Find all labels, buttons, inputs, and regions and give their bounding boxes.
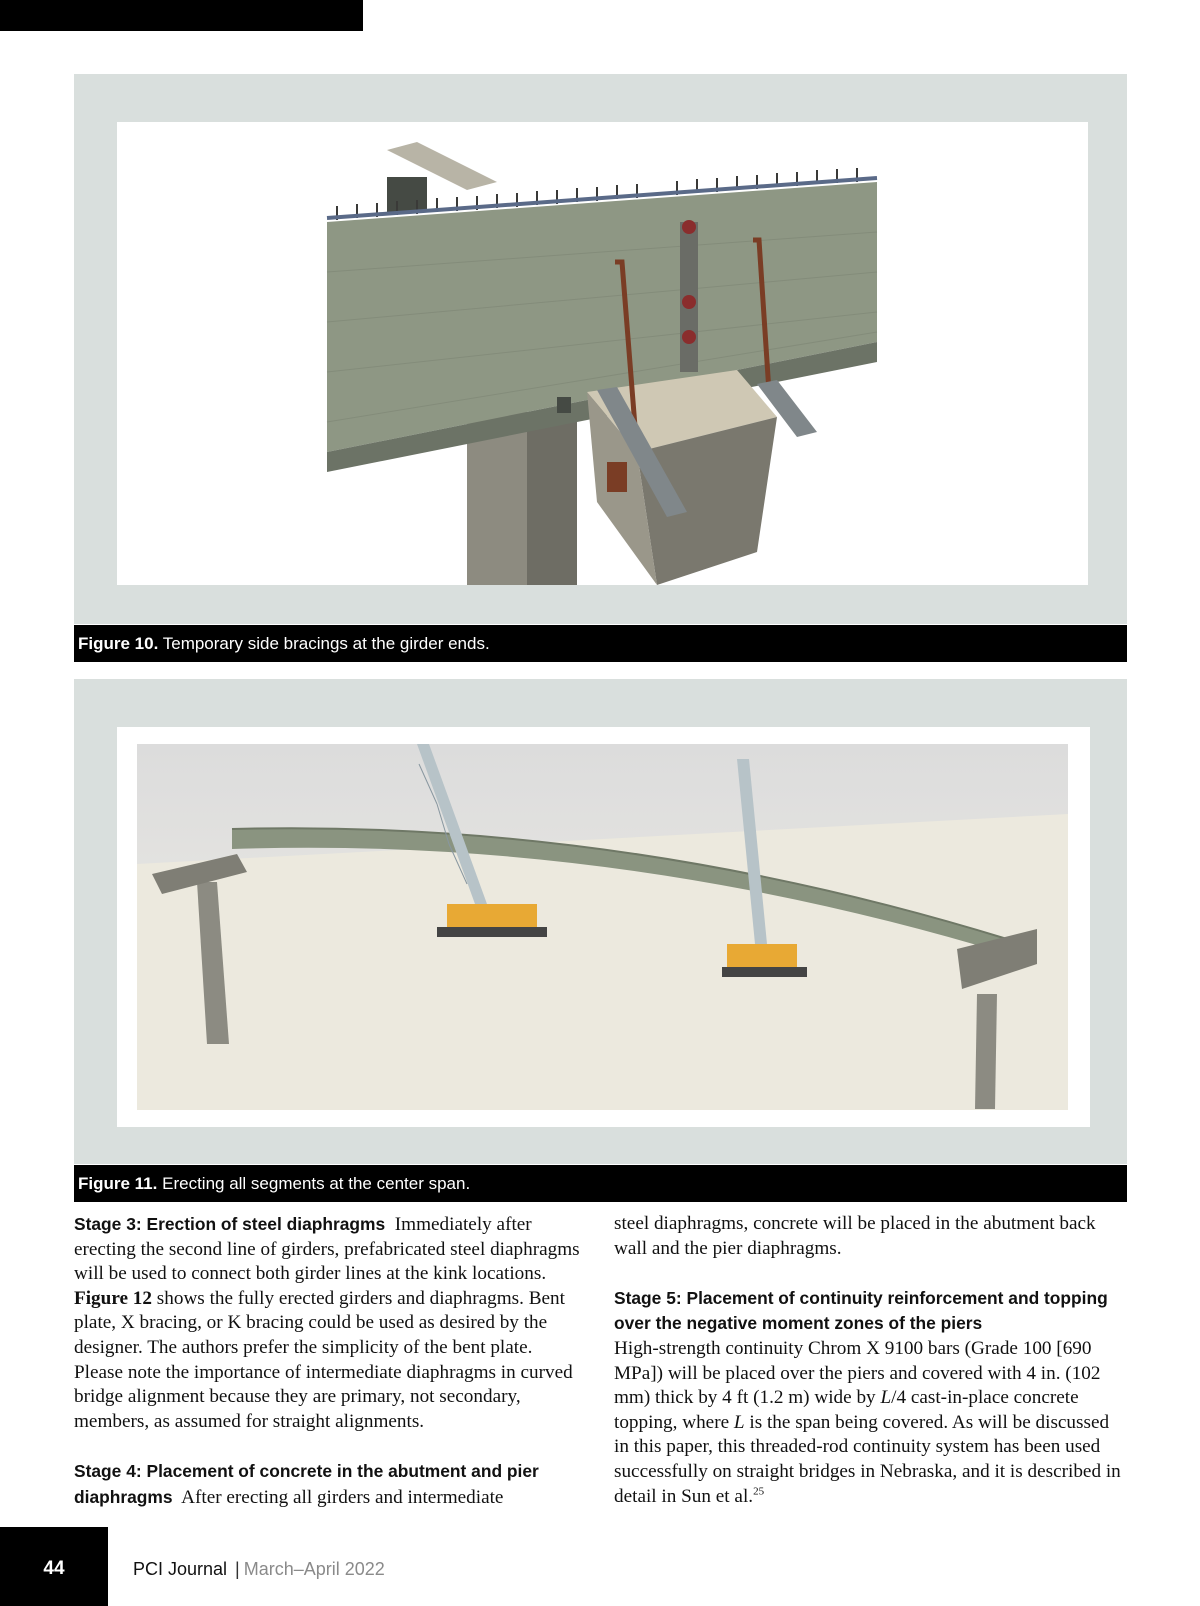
figure-10-caption-text: Temporary side bracings at the girder ends. xyxy=(162,634,490,653)
stage-5-text-a: High-strength continuity Chrom X 9100 bars (Grade 100 [690 MPa]) will be placed over the piers and covered with 4 in. (102 mm) thick by 4 ft (1.2 m) wide by xyxy=(614,1337,1101,1409)
stage-4-text: After erecting all girders and intermediate xyxy=(181,1486,504,1508)
stage-5-text-b: /4 cast-in-place concrete topping, where xyxy=(614,1387,1079,1433)
reference-superscript: 25 xyxy=(753,1485,765,1498)
page-number: 44 xyxy=(43,1558,65,1579)
girder-bracing-illustration xyxy=(117,122,1088,585)
span-variable-2: L xyxy=(733,1411,745,1433)
stage-3-paragraph xyxy=(74,1212,586,1434)
journal-info xyxy=(133,1559,385,1580)
figure-11-image-frame xyxy=(117,727,1090,1127)
stage-3-heading: Stage 3: Erection of steel diaphragms xyxy=(74,1214,386,1234)
stage-5-heading: Stage 5: Placement of continuity reinforcement and topping over the negative moment zones of the piers xyxy=(614,1287,1108,1334)
span-variable: L xyxy=(880,1387,892,1409)
journal-separator: | xyxy=(235,1559,240,1579)
center-span-erection-illustration xyxy=(137,744,1068,1110)
stage-4-paragraph xyxy=(74,1459,586,1510)
stage-3-text-a: Immediately after erecting the second line of girders, prefabricated steel diaphragms will be used to connect both girder lines at the kink locations. xyxy=(74,1214,580,1285)
figure-11-caption-text: Erecting all segments at the center span. xyxy=(162,1174,471,1193)
stage-4-heading: Stage 4: Placement of concrete in the abutment and pier diaphragms xyxy=(74,1460,539,1507)
figure-10-label: Figure 10. xyxy=(78,634,159,653)
figure-11-caption xyxy=(74,1165,1127,1202)
stage-5-paragraph xyxy=(614,1286,1126,1509)
journal-name: PCI Journal xyxy=(133,1559,228,1579)
figure-10-panel xyxy=(74,74,1127,624)
left-column xyxy=(74,1212,586,1510)
issue-date: March–April 2022 xyxy=(243,1559,385,1579)
figure-11-panel xyxy=(74,679,1127,1164)
stage-4-continued: steel diaphragms, concrete will be placed in the abutment back wall and the pier diaphragms. xyxy=(614,1213,1096,1259)
right-column xyxy=(614,1212,1126,1509)
stage-5-text-c: is the span being covered. As will be discussed in this paper, this threaded-rod continuity system has been used successfully on straight bridges in Nebraska, and it is described in detail in Sun et al. xyxy=(614,1411,1121,1507)
figure-10-caption xyxy=(74,625,1127,662)
header-bar xyxy=(0,0,363,31)
figure-10-image xyxy=(117,122,1088,585)
stage-3-text-b: shows the fully erected girders and diaphragms. Bent plate, X bracing, or K bracing could be used as desired by the designer. The authors prefer the simplicity of the bent plate. Please note the importance of intermediate diaphragms in curved bridge alignment because they are primary, not secondary, members, as assumed for straight alignments. xyxy=(74,1287,573,1432)
figure-12-reference: Figure 12 xyxy=(74,1287,152,1309)
figure-11-label: Figure 11. xyxy=(78,1174,158,1193)
